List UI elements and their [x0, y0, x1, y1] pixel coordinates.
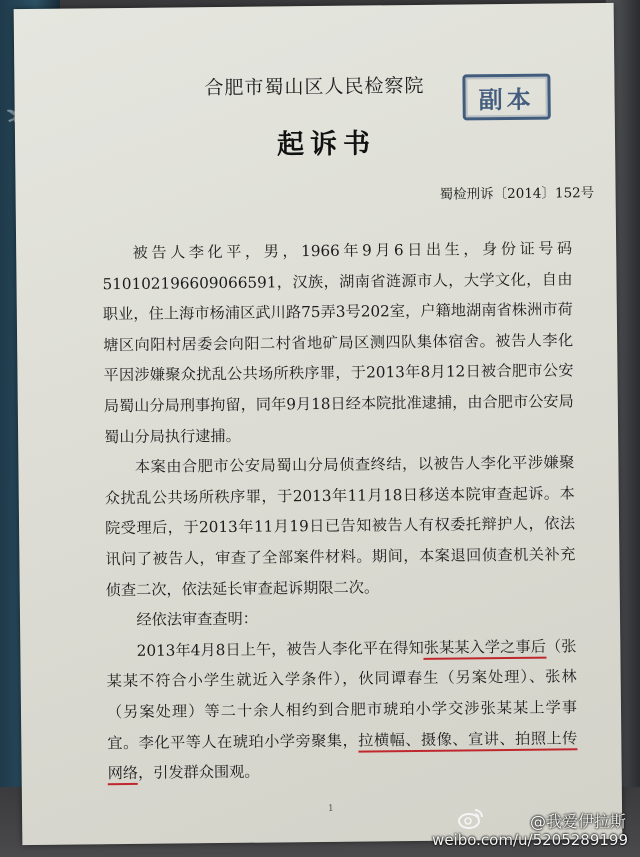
facts-text-2: （张某某不符合小学生就近入学条件），伙同谭春生（另案处理）、张林（另案处理）等二十余人相约到合肥市琥珀小学交涉张某某上学事宜。李化平等人在琥珀小学旁聚集，	[106, 637, 578, 752]
facts-text-1: 2013年4月8日上午，被告人李化平在得知	[136, 638, 424, 660]
weibo-url: weibo.com/u/5205289199	[432, 831, 628, 849]
facts-paragraph	[106, 631, 578, 789]
document-body	[102, 233, 578, 789]
underlined-phrase-1: 张某某入学之事后	[424, 637, 546, 659]
facts-text-3: ，引发群众围观。	[137, 762, 260, 782]
document-page	[14, 3, 623, 845]
page-number: 1	[327, 803, 334, 814]
findings-heading: 经依法审查查明：	[136, 609, 259, 630]
weibo-watermark	[432, 807, 628, 853]
defendant-paragraph: 被告人李化平，男，1966年9月6日出生，身份证号码510102196609066591，汉族，湖南省涟源市人，大学文化，自由职业，住上海市杨浦区武川路75弄3号202室，户籍地湖南省株洲市荷塘区向阳村居委会向阳二村省地矿局区测四队集体宿舍。被告人李化平因涉嫌聚众扰乱公共场所秩序罪，于2013年8月12日被合肥市公安局蜀山分局刑事拘留，同年9月18日经本院批准逮捕，由合肥市公安局蜀山分局执行逮捕。	[102, 239, 574, 446]
case-paragraph: 本案由合肥市公安局蜀山分局侦查终结，以被告人李化平涉嫌聚众扰乱公共场所秩序罪，于2013年11月18日移送本院审查起诉。本院受理后，于2013年11月19日已告知被告人有权委托辩护人，依法讯问了被告人，审查了全部案件材料。期间，本案退回侦查机关补充侦查二次，依法延长审查起诉期限二次。	[104, 453, 576, 599]
issuing-authority: 合肥市蜀山区人民检察院	[204, 74, 425, 100]
reference-number: 蜀检刑诉〔2014〕152号	[439, 185, 595, 203]
weibo-icon	[458, 807, 484, 829]
copy-stamp: 副本	[462, 74, 550, 121]
document-title: 起诉书	[276, 128, 377, 161]
underlined-phrase-2: 拉横幅、摄像、宣讲、拍照上传网络	[108, 729, 578, 786]
weibo-handle: @我爱伊拉斯	[529, 812, 626, 831]
